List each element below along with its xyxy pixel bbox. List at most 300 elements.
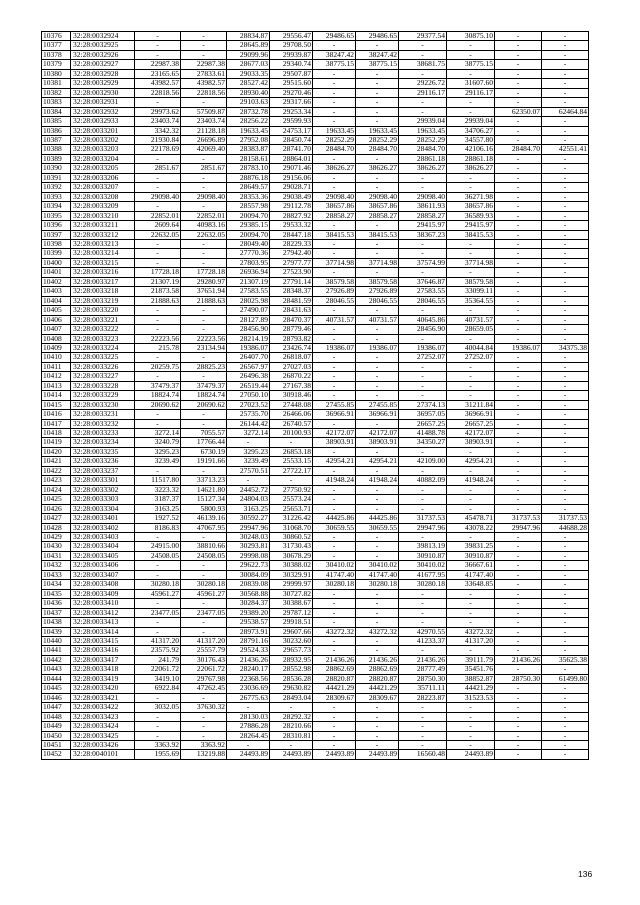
table-cell: 32:28:0033229 (71, 391, 135, 400)
table-cell: 41317.20 (181, 637, 227, 646)
table-cell: 10444 (42, 674, 71, 683)
table-cell: 27023.52 (227, 400, 270, 409)
table-cell: 27455.85 (356, 400, 399, 409)
table-cell: 22852.01 (181, 211, 227, 220)
table-cell: 28252.29 (313, 135, 356, 144)
table-cell: - (447, 485, 495, 494)
table-cell: 28470.37 (270, 315, 313, 324)
table-cell: 30918.46 (270, 391, 313, 400)
table-cell: - (542, 466, 589, 475)
table-cell: - (542, 580, 589, 589)
table-cell: 3163.25 (227, 504, 270, 513)
table-cell: - (181, 258, 227, 267)
table-cell: 3187.37 (135, 495, 181, 504)
table-cell: - (356, 88, 399, 97)
table-cell: 10387 (42, 135, 71, 144)
table-row (42, 98, 589, 107)
table-cell: 29998.08 (227, 551, 270, 560)
table-cell: 3295.23 (227, 447, 270, 456)
table-cell: - (495, 533, 542, 542)
table-row (42, 551, 589, 560)
table-cell: 32:28:0033234 (71, 438, 135, 447)
table-cell: - (135, 239, 181, 248)
table-cell: 35711.11 (399, 684, 447, 693)
table-cell: - (356, 447, 399, 456)
table-cell: - (181, 466, 227, 475)
table-cell: - (227, 476, 270, 485)
table-cell: 32:28:0040101 (71, 750, 135, 759)
table-cell: 22178.69 (135, 145, 181, 154)
table-row (42, 258, 589, 267)
table-cell: 45961.27 (135, 589, 181, 598)
table-row (42, 88, 589, 97)
table-cell: 20100.93 (270, 429, 313, 438)
table-cell: - (495, 542, 542, 551)
table-cell: 10437 (42, 608, 71, 617)
table-cell: 1955.69 (135, 750, 181, 759)
table-cell: 32:28:0033230 (71, 400, 135, 409)
table-cell: - (542, 79, 589, 88)
table-cell: - (542, 60, 589, 69)
table-cell: 29071.46 (270, 164, 313, 173)
table-cell: - (447, 69, 495, 78)
table-cell: - (313, 391, 356, 400)
table-cell: - (181, 533, 227, 542)
table-cell: - (399, 381, 447, 390)
table-cell: 28456.90 (399, 325, 447, 334)
table-cell: 32:28:0033231 (71, 410, 135, 419)
table-cell: - (399, 362, 447, 371)
table-cell: 27523.90 (270, 268, 313, 277)
table-cell: 36966.91 (313, 410, 356, 419)
table-cell: - (313, 637, 356, 646)
table-cell: - (313, 239, 356, 248)
table-row (42, 655, 589, 664)
table-cell: - (495, 98, 542, 107)
table-cell: 32:28:0033220 (71, 306, 135, 315)
table-cell: 41317.20 (135, 637, 181, 646)
table-cell: - (313, 107, 356, 116)
table-cell: - (447, 183, 495, 192)
table-cell: 32:28:0033304 (71, 504, 135, 513)
table-cell: 40044.84 (447, 343, 495, 352)
table-cell: 32:28:0033407 (71, 570, 135, 579)
table-row (42, 400, 589, 409)
table-cell: - (135, 533, 181, 542)
table-cell: - (495, 703, 542, 712)
table-cell: - (181, 173, 227, 182)
table-cell: 42172.07 (313, 429, 356, 438)
table-cell: 27252.07 (399, 353, 447, 362)
table-cell: 41677.95 (399, 570, 447, 579)
table-cell: - (135, 693, 181, 702)
table-cell: - (495, 627, 542, 636)
table-cell: 10428 (42, 523, 71, 532)
table-cell: 38775.15 (447, 60, 495, 69)
table-cell: - (447, 608, 495, 617)
table-cell: 32:28:0033409 (71, 589, 135, 598)
table-cell: 28741.70 (270, 145, 313, 154)
table-cell: - (542, 457, 589, 466)
table-cell: 28292.32 (270, 712, 313, 721)
table-cell: 41948.24 (447, 476, 495, 485)
table-row (42, 447, 589, 456)
table-cell: 32:28:0033422 (71, 703, 135, 712)
table-cell: 28793.82 (270, 334, 313, 343)
table-cell: - (399, 589, 447, 598)
table-cell: - (356, 599, 399, 608)
table-cell: - (495, 287, 542, 296)
table-cell: 27942.40 (270, 249, 313, 258)
table-cell: - (399, 183, 447, 192)
table-cell: 10385 (42, 117, 71, 126)
table-cell: 29947.96 (227, 523, 270, 532)
table-cell: - (447, 50, 495, 59)
table-cell: 30280.18 (356, 580, 399, 589)
table-cell: - (495, 608, 542, 617)
table-cell: - (495, 504, 542, 513)
table-cell: 5800.93 (181, 504, 227, 513)
table-cell: - (542, 627, 589, 636)
table-cell: 28158.61 (227, 154, 270, 163)
table-cell: 32:28:0033406 (71, 561, 135, 570)
table-cell: - (135, 353, 181, 362)
table-cell: 29377.54 (399, 32, 447, 41)
table-row (42, 438, 589, 447)
table-cell: 10390 (42, 164, 71, 173)
table-cell: - (542, 173, 589, 182)
table-cell: - (399, 731, 447, 740)
table-cell: 32:28:0033208 (71, 192, 135, 201)
table-cell: - (495, 485, 542, 494)
table-cell: 10392 (42, 183, 71, 192)
table-cell: - (542, 69, 589, 78)
table-cell: 29098.40 (135, 192, 181, 201)
table-cell: - (447, 249, 495, 258)
table-cell: - (135, 618, 181, 627)
table-cell: 10388 (42, 145, 71, 154)
table-cell: 26657.25 (399, 419, 447, 428)
table-cell: - (313, 703, 356, 712)
table-cell: - (270, 740, 313, 749)
table-cell: 38903.91 (356, 438, 399, 447)
table-cell: - (495, 126, 542, 135)
table-cell: 29389.20 (227, 608, 270, 617)
table-cell: - (356, 98, 399, 107)
table-cell: 28229.33 (270, 239, 313, 248)
table-cell: 32:28:0032929 (71, 79, 135, 88)
table-cell: - (495, 457, 542, 466)
table-cell: 44425.86 (356, 514, 399, 523)
table-cell: - (181, 693, 227, 702)
table-cell: 32:28:0033217 (71, 277, 135, 286)
table-cell: - (495, 466, 542, 475)
table-cell: 31607.60 (447, 79, 495, 88)
table-cell: 28252.29 (399, 135, 447, 144)
table-cell: 28240.17 (227, 665, 270, 674)
table-cell: 38903.91 (313, 438, 356, 447)
table-cell: - (399, 495, 447, 504)
table-cell: - (135, 202, 181, 211)
table-cell: 29253.34 (270, 107, 313, 116)
table-cell: - (135, 570, 181, 579)
table-cell: 26775.63 (227, 693, 270, 702)
table-cell: 21436.26 (356, 655, 399, 664)
table-cell: 28862.69 (313, 665, 356, 674)
table-cell: - (495, 258, 542, 267)
table-cell: 23165.65 (135, 69, 181, 78)
table-cell: 38626.27 (313, 164, 356, 173)
table-cell: - (313, 599, 356, 608)
table-cell: 30860.52 (270, 533, 313, 542)
table-cell: 34706.27 (447, 126, 495, 135)
table-cell: 29486.65 (356, 32, 399, 41)
table-cell: - (356, 221, 399, 230)
table-cell: 22223.56 (181, 334, 227, 343)
table-cell: - (447, 589, 495, 598)
table-cell: - (542, 703, 589, 712)
table-cell: - (495, 400, 542, 409)
table-cell: 27583.55 (399, 287, 447, 296)
table-cell: - (447, 268, 495, 277)
table-cell: 30284.37 (227, 599, 270, 608)
table-cell: 10452 (42, 750, 71, 759)
table-cell: 32:28:0033236 (71, 457, 135, 466)
table-cell: - (542, 476, 589, 485)
table-cell: - (313, 419, 356, 428)
table-row (42, 684, 589, 693)
table-cell: 10393 (42, 192, 71, 201)
table-cell: 28214.19 (227, 334, 270, 343)
table-cell: 28484.70 (356, 145, 399, 154)
table-cell: - (135, 712, 181, 721)
table-row (42, 306, 589, 315)
table-cell: 20690.62 (135, 400, 181, 409)
table-cell: 38247.42 (356, 50, 399, 59)
table-cell: - (542, 712, 589, 721)
table-cell: 28025.98 (227, 296, 270, 305)
table-cell: 36271.98 (447, 192, 495, 201)
table-row (42, 419, 589, 428)
table-cell: - (495, 60, 542, 69)
table-cell: - (495, 447, 542, 456)
table-cell: 42954.21 (313, 457, 356, 466)
table-cell: 28348.37 (270, 287, 313, 296)
table-cell: - (495, 249, 542, 258)
table-cell: 35625.38 (542, 655, 589, 664)
table-cell: 25573.24 (270, 495, 313, 504)
table-cell: 42109.00 (399, 457, 447, 466)
table-cell: 27952.08 (227, 135, 270, 144)
table-row (42, 173, 589, 182)
table-cell: 28493.04 (270, 693, 313, 702)
table-cell: 28820.87 (313, 674, 356, 683)
table-cell: - (181, 410, 227, 419)
table-cell: 38681.75 (399, 60, 447, 69)
table-cell: 32:28:0033232 (71, 419, 135, 428)
table-cell: - (495, 693, 542, 702)
table-cell: 30280.18 (181, 580, 227, 589)
table-cell: 28527.42 (227, 79, 270, 88)
table-cell: - (542, 533, 589, 542)
table-cell: 27374.13 (399, 400, 447, 409)
table-cell: 32:28:0032927 (71, 60, 135, 69)
table-cell: 32:28:0033203 (71, 145, 135, 154)
table-cell: 40645.86 (399, 315, 447, 324)
table-cell: - (447, 646, 495, 655)
table-cell: - (542, 135, 589, 144)
table-cell: - (542, 306, 589, 315)
table-cell: 10438 (42, 618, 71, 627)
table-cell: - (495, 476, 542, 485)
table-row (42, 570, 589, 579)
table-cell: 10383 (42, 98, 71, 107)
table-cell: - (181, 627, 227, 636)
table-cell: - (135, 98, 181, 107)
table-cell: 10382 (42, 88, 71, 97)
table-cell: 34557.80 (447, 135, 495, 144)
table-cell: - (542, 277, 589, 286)
table-cell: 3272.14 (227, 429, 270, 438)
table-cell: - (495, 580, 542, 589)
table-cell: - (447, 98, 495, 107)
table-row (42, 608, 589, 617)
table-cell: - (542, 485, 589, 494)
table-cell: - (181, 618, 227, 627)
table-cell: - (399, 722, 447, 731)
table-cell: - (495, 230, 542, 239)
table-cell: - (313, 249, 356, 258)
table-cell: 26144.42 (227, 419, 270, 428)
table-cell: - (270, 476, 313, 485)
table-cell: - (495, 410, 542, 419)
table-cell: 29033.35 (227, 69, 270, 78)
table-cell: 3363.92 (181, 740, 227, 749)
table-cell: 32:28:0033420 (71, 684, 135, 693)
table-cell: 10403 (42, 287, 71, 296)
table-cell: 28779.46 (270, 325, 313, 334)
table-cell: 3240.79 (135, 438, 181, 447)
table-row (42, 457, 589, 466)
table-row (42, 618, 589, 627)
table-cell: 27490.07 (227, 306, 270, 315)
table-cell: 29415.97 (447, 221, 495, 230)
table-cell: 42172.07 (447, 429, 495, 438)
table-cell: - (495, 41, 542, 50)
table-cell: - (356, 79, 399, 88)
table-cell: 28858.27 (313, 211, 356, 220)
table-cell: 29103.63 (227, 98, 270, 107)
table-cell: 29515.60 (270, 79, 313, 88)
table-row (42, 561, 589, 570)
table-cell: - (135, 627, 181, 636)
table-cell: 32:28:0033415 (71, 637, 135, 646)
table-cell: 10378 (42, 50, 71, 59)
table-cell: - (495, 296, 542, 305)
table-cell: 10427 (42, 514, 71, 523)
table-cell: 41747.40 (313, 570, 356, 579)
table-cell: 29098.40 (399, 192, 447, 201)
table-cell: - (447, 362, 495, 371)
table-cell: 31737.53 (399, 514, 447, 523)
table-row (42, 325, 589, 334)
table-cell: - (356, 542, 399, 551)
table-cell: 20690.62 (181, 400, 227, 409)
table-cell: 21436.26 (313, 655, 356, 664)
table-cell: 10409 (42, 343, 71, 352)
table-cell: 29947.96 (495, 523, 542, 532)
table-cell: 10422 (42, 466, 71, 475)
table-cell: 11517.80 (135, 476, 181, 485)
table-cell: 28864.01 (270, 154, 313, 163)
table-cell: 61499.80 (542, 674, 589, 683)
table-cell: 41488.78 (399, 429, 447, 438)
table-cell: - (542, 731, 589, 740)
table-cell: 10429 (42, 533, 71, 542)
table-cell: 24452.72 (227, 485, 270, 494)
table-cell: 21930.84 (135, 135, 181, 144)
table-cell: 31730.43 (270, 542, 313, 551)
table-cell: 40731.57 (356, 315, 399, 324)
table-cell: 27583.55 (227, 287, 270, 296)
table-cell: - (356, 533, 399, 542)
table-row (42, 589, 589, 598)
table-cell: - (495, 372, 542, 381)
table-cell: - (135, 306, 181, 315)
table-cell: - (542, 287, 589, 296)
table-cell: 36966.91 (356, 410, 399, 419)
table-cell: 29918.51 (270, 618, 313, 627)
table-cell: 25533.15 (270, 457, 313, 466)
table-cell: 10435 (42, 589, 71, 598)
table-cell: 38579.58 (313, 277, 356, 286)
table-cell: 29098.40 (181, 192, 227, 201)
table-cell: 32:28:0033418 (71, 665, 135, 674)
table-cell: 28536.28 (270, 674, 313, 683)
table-cell: 25557.79 (181, 646, 227, 655)
table-cell: - (447, 740, 495, 749)
table-cell: 32:28:0033206 (71, 173, 135, 182)
table-cell: 22061.72 (181, 665, 227, 674)
table-cell: 28256.22 (227, 117, 270, 126)
table-cell: 38903.91 (447, 438, 495, 447)
table-cell: 29098.40 (356, 192, 399, 201)
table-cell: 42954.21 (356, 457, 399, 466)
table-cell: 38626.27 (447, 164, 495, 173)
table-cell: 28659.05 (447, 325, 495, 334)
table-cell: - (495, 391, 542, 400)
table-cell: 21873.58 (135, 287, 181, 296)
table-cell: 41747.40 (447, 570, 495, 579)
table-cell: - (313, 173, 356, 182)
table-cell: - (542, 32, 589, 41)
table-cell: 16560.48 (399, 750, 447, 759)
table-cell: - (495, 88, 542, 97)
table-cell: 22223.56 (135, 334, 181, 343)
table-cell: 30727.82 (270, 589, 313, 598)
table-cell: 3239.49 (135, 457, 181, 466)
table-cell: - (181, 239, 227, 248)
table-cell: 32:28:0033408 (71, 580, 135, 589)
table-cell: - (542, 419, 589, 428)
table-cell: 10394 (42, 202, 71, 211)
table-row (42, 637, 589, 646)
table-cell: 32:28:0033214 (71, 249, 135, 258)
table-cell: 28791.16 (227, 637, 270, 646)
table-cell: - (181, 353, 227, 362)
table-cell: 10418 (42, 429, 71, 438)
table-cell: 30592.27 (227, 514, 270, 523)
